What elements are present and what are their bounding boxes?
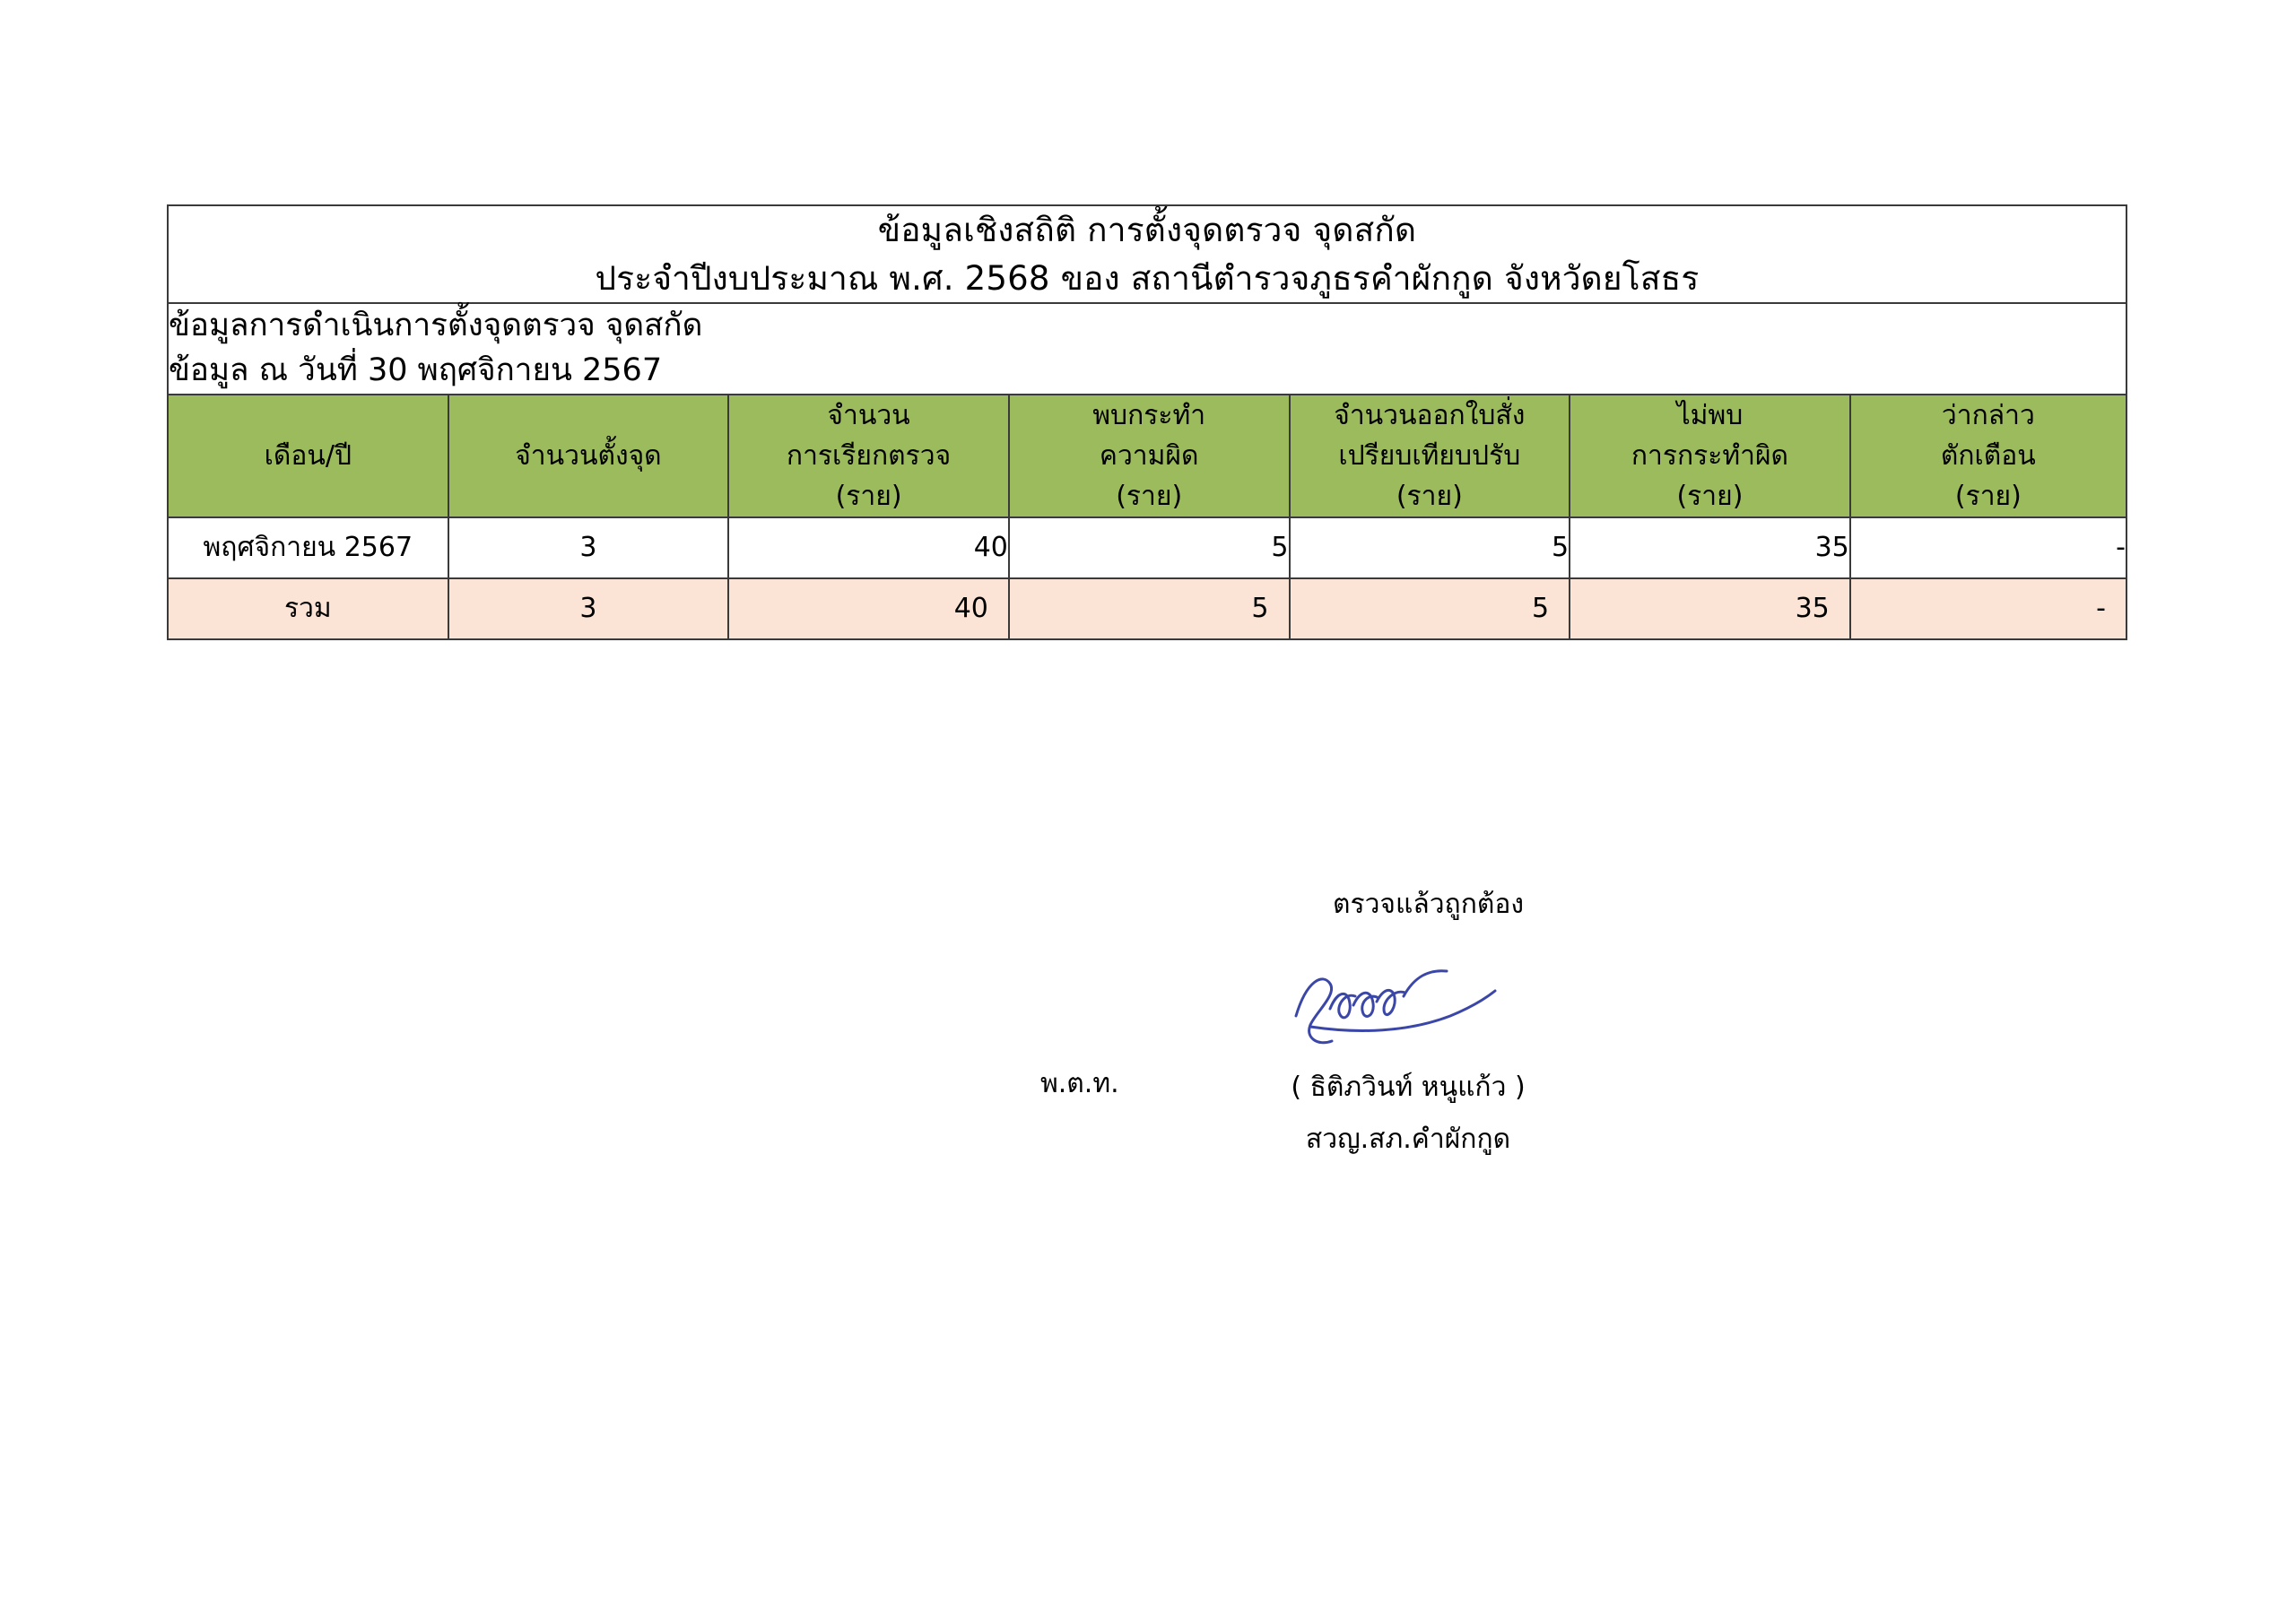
subheader-line-2: ข้อมูล ณ วันที่ 30 พฤศจิกายน 2567 <box>169 352 663 388</box>
column-header-no-offence <box>1570 395 1850 517</box>
cell-warnings: - <box>1850 517 2126 578</box>
cell-no-offence: 35 <box>1570 517 1850 578</box>
cell-inspections: 40 <box>728 517 1009 578</box>
header-line: (ราย) <box>1396 480 1463 512</box>
signature-block <box>1040 883 1659 1161</box>
cell-tickets: 5 <box>1290 517 1570 578</box>
subheader-row <box>168 303 2126 394</box>
total-warnings: - <box>1850 578 2126 639</box>
total-checkpoints: 3 <box>448 578 729 639</box>
total-inspections: 40 <box>728 578 1009 639</box>
verified-label: ตรวจแล้วถูกต้อง <box>1332 889 1525 920</box>
header-line: จำนวน <box>827 399 910 431</box>
statistics-table <box>167 204 2127 640</box>
cell-checkpoints: 3 <box>448 517 729 578</box>
header-line: พบกระทำ <box>1092 399 1206 431</box>
header-line: เปรียบเทียบปรับ <box>1338 439 1521 472</box>
table-header-row <box>168 395 2126 517</box>
column-header-warnings <box>1850 395 2126 517</box>
table-row <box>168 517 2126 578</box>
column-header-tickets <box>1290 395 1570 517</box>
column-header-checkpoints <box>448 395 729 517</box>
header-line: ตักเตือน <box>1940 439 2036 472</box>
total-tickets: 5 <box>1290 578 1570 639</box>
signer-name: ( ธิติภวินท์ หนูแก้ว ) <box>1291 1072 1526 1103</box>
document-title-cell <box>168 205 2126 303</box>
subheader-line-1: ข้อมูลการดำเนินการตั้งจุดตรวจ จุดสกัด <box>169 308 703 344</box>
column-header-inspections <box>728 395 1009 517</box>
title-row <box>168 205 2126 303</box>
title-line-2: ประจำปีงบประมาณ พ.ศ. 2568 ของ สถานีตำรวจภูธรคำผักกูด จังหวัดยโสธร <box>595 258 1700 298</box>
column-header-month <box>168 395 448 517</box>
header-line: จำนวนออกใบสั่ง <box>1334 399 1526 431</box>
header-line: (ราย) <box>1676 480 1744 512</box>
header-line: การเรียกตรวจ <box>786 439 952 472</box>
table-total-row <box>168 578 2126 639</box>
header-line: (ราย) <box>835 480 902 512</box>
header-line: เดือน/ปี <box>264 439 352 472</box>
header-line: จำนวนตั้งจุด <box>515 439 662 472</box>
column-header-offences <box>1009 395 1290 517</box>
header-line: การกระทำผิด <box>1631 439 1789 472</box>
cell-month: พฤศจิกายน 2567 <box>168 517 448 578</box>
signer-position: สวญ.สภ.คำผักกูด <box>1305 1124 1511 1155</box>
total-label: รวม <box>168 578 448 639</box>
header-line: ความผิด <box>1099 439 1199 472</box>
rank-label: พ.ต.ท. <box>1040 1068 1119 1099</box>
header-line: ว่ากล่าว <box>1941 399 2035 431</box>
total-offences: 5 <box>1009 578 1290 639</box>
title-line-1: ข้อมูลเชิงสถิติ การตั้งจุดตรวจ จุดสกัด <box>877 211 1417 249</box>
handwritten-signature-icon <box>1260 926 1556 1061</box>
header-line: (ราย) <box>1954 480 2022 512</box>
total-no-offence: 35 <box>1570 578 1850 639</box>
header-line: ไม่พบ <box>1676 399 1744 431</box>
document-subheader-cell <box>168 303 2126 394</box>
header-line: (ราย) <box>1116 480 1183 512</box>
cell-offences: 5 <box>1009 517 1290 578</box>
